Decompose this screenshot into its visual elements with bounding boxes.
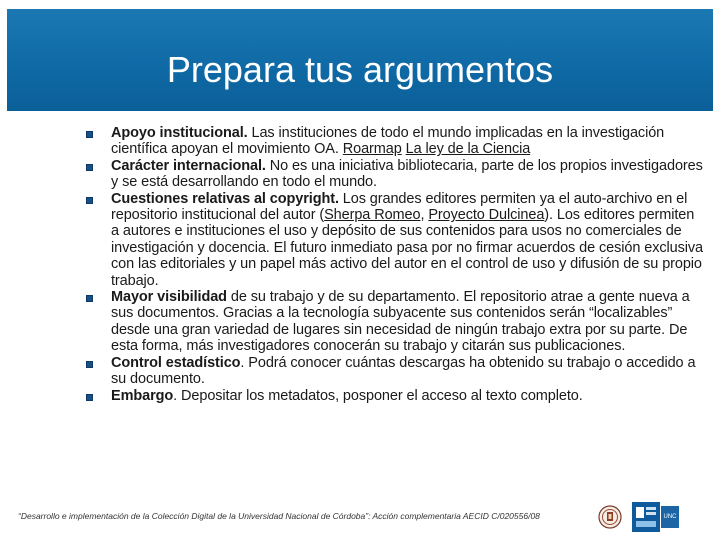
list-item bbox=[84, 158, 704, 191]
bullet-lead: Embargo bbox=[111, 387, 174, 404]
bullet-text: . Depositar los metadatos, posponer el acceso al texto completo. bbox=[173, 387, 583, 404]
sherpa-romeo-link[interactable]: Sherpa Romeo bbox=[324, 207, 421, 224]
slide-title: Prepara tus argumentos bbox=[166, 49, 554, 90]
bullet-text: Los grandes editores permiten ya el auto-archivo en el repositorio institucional del autor ( bbox=[111, 190, 688, 224]
link-separator: , bbox=[420, 207, 429, 224]
bullet-text: . Podrá conocer cuántas descargas ha obtenido su trabajo o accedido a su documento. bbox=[111, 354, 696, 388]
list-item bbox=[84, 125, 704, 158]
square-bullet-icon bbox=[86, 394, 93, 401]
unc-logo-icon: UNC bbox=[661, 506, 679, 528]
list-item bbox=[84, 388, 704, 404]
square-bullet-icon bbox=[86, 131, 93, 138]
library-logo-icon bbox=[632, 502, 660, 532]
bullet-lead: Cuestiones relativas al copyright. bbox=[111, 190, 339, 207]
university-crest-icon bbox=[597, 504, 623, 530]
square-bullet-icon bbox=[86, 295, 93, 302]
list-item bbox=[84, 355, 704, 388]
bullet-lead: Control estadístico bbox=[111, 354, 241, 371]
ley-ciencia-link[interactable]: La ley de la Ciencia bbox=[405, 141, 531, 158]
bullet-text: de su trabajo y de su departamento. El repositorio atrae a gente nueva a sus documentos. Gracias a la tecnología subyacente sus contenidos serán “localizables” desde una gran variedad de lugares sin necesidad de ningún trabajo extra por su parte. De esta forma, más investigadores conocerán su trabajo y citarán sus publicaciones. bbox=[111, 289, 690, 355]
bullet-text-continued: ). Los editores permiten a autores e instituciones el uso y depósito de sus contenidos para usos no comerciales de investigación y docencia. El futuro inmediato pasa por no firmar acuerdos de cesión exclusiva con las editoriales y un papel más activo del autor en el control de uso y difusión de su propio trabajo. bbox=[111, 207, 703, 289]
bullet-lead: Apoyo institucional. bbox=[111, 125, 248, 141]
proyecto-dulcinea-link[interactable]: Proyecto Dulcinea bbox=[428, 207, 545, 224]
square-bullet-icon bbox=[86, 164, 93, 171]
title-bar bbox=[7, 9, 713, 111]
footer-credit: “Desarrollo e implementación de la Colección Digital de la Universidad Nacional de Córdoba”: Acción complementaria AECID C/020556/08 bbox=[18, 511, 540, 521]
bullet-text: Las instituciones de todo el mundo implicadas en la investigación científica apoyan el movimiento OA. bbox=[111, 125, 665, 158]
square-bullet-icon bbox=[86, 197, 93, 204]
list-item bbox=[84, 191, 704, 289]
bullet-list bbox=[84, 125, 704, 404]
bullet-lead: Mayor visibilidad bbox=[111, 289, 227, 306]
roarmap-link[interactable]: Roarmap bbox=[342, 141, 402, 158]
bullet-lead: Carácter internacional. bbox=[111, 157, 266, 174]
list-item bbox=[84, 289, 704, 355]
bullet-text: No es una iniciativa bibliotecaria, parte de los propios investigadores y se está desarrollando en todo el mundo. bbox=[111, 157, 703, 191]
square-bullet-icon bbox=[86, 361, 93, 368]
